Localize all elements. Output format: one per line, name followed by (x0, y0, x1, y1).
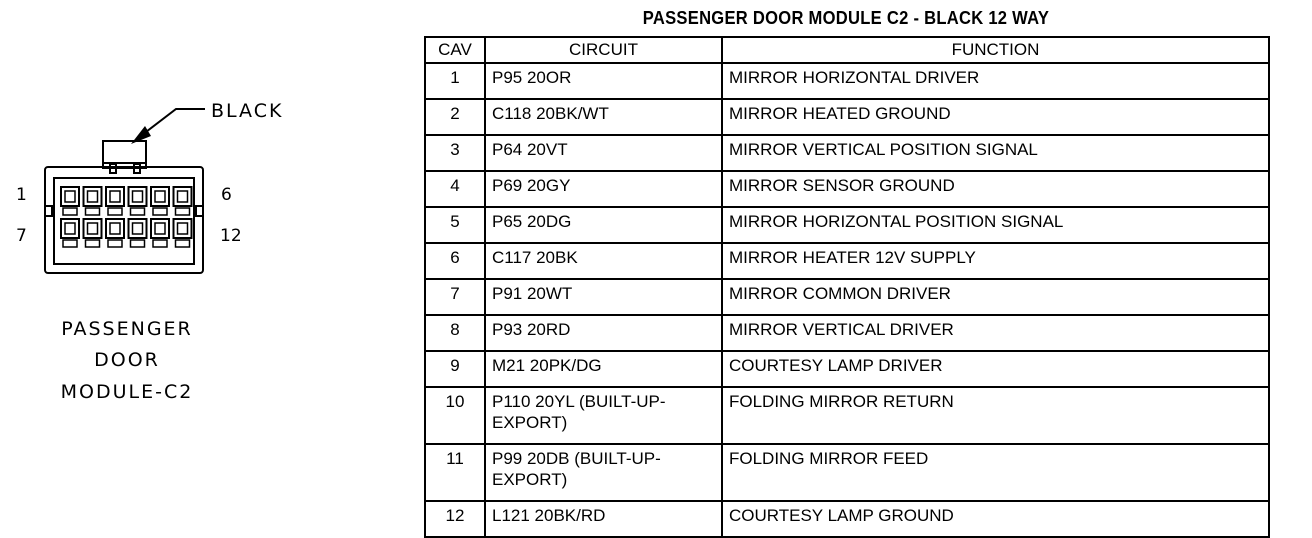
function-cell: MIRROR VERTICAL POSITION SIGNAL (722, 135, 1269, 171)
connector-terminal-5 (155, 191, 165, 202)
header-cav: CAV (425, 37, 485, 63)
caption-line-1: PASSENGER (61, 318, 193, 340)
connector-cavity-12 (174, 219, 192, 238)
connector-latch-2 (86, 208, 100, 215)
cav-cell: 10 (425, 387, 485, 444)
connector-cavity-6 (174, 187, 192, 206)
table-row (425, 207, 1269, 243)
connector-latch-3 (108, 208, 122, 215)
circuit-cell: C118 20BK/WT (485, 99, 722, 135)
connector-terminal-7 (65, 223, 75, 234)
table-body (425, 63, 1269, 537)
cav-cell: 3 (425, 135, 485, 171)
connector-terminal-9 (110, 223, 120, 234)
connector-terminal-1 (65, 191, 75, 202)
connector-cavity-8 (84, 219, 102, 238)
connector-terminal-8 (88, 223, 98, 234)
connector-color-label: BLACK (211, 100, 284, 122)
header-circuit: CIRCUIT (485, 37, 722, 63)
table-row (425, 171, 1269, 207)
connector-cavity-11 (151, 219, 169, 238)
header-function: FUNCTION (722, 37, 1269, 63)
circuit-cell: P64 20VT (485, 135, 722, 171)
table-row (425, 99, 1269, 135)
function-cell: FOLDING MIRROR RETURN (722, 387, 1269, 444)
circuit-cell: P99 20DB (BUILT-UP-EXPORT) (485, 444, 722, 501)
connector-terminal-11 (155, 223, 165, 234)
circuit-cell: P93 20RD (485, 315, 722, 351)
cav-cell: 11 (425, 444, 485, 501)
connector-cavity-9 (106, 219, 124, 238)
connector-cavity-10 (129, 219, 147, 238)
table-row (425, 315, 1269, 351)
connector-terminal-3 (110, 191, 120, 202)
cav-cell: 1 (425, 63, 485, 99)
connector-latch-8 (86, 240, 100, 247)
connector-terminal-2 (88, 191, 98, 202)
connector-latch-9 (108, 240, 122, 247)
function-cell: COURTESY LAMP GROUND (722, 501, 1269, 537)
connector-cavity-5 (151, 187, 169, 206)
table-row (425, 243, 1269, 279)
function-cell: MIRROR SENSOR GROUND (722, 171, 1269, 207)
cav-cell: 8 (425, 315, 485, 351)
circuit-cell: P110 20YL (BUILT-UP-EXPORT) (485, 387, 722, 444)
connector-cavity-1 (61, 187, 79, 206)
table-row (425, 444, 1269, 501)
cav-cell: 12 (425, 501, 485, 537)
connector-latch-11 (153, 240, 167, 247)
caption-line-2: DOOR (94, 349, 160, 371)
table-row (425, 63, 1269, 99)
connector-latch-4 (131, 208, 145, 215)
table-row (425, 135, 1269, 171)
function-cell: MIRROR HORIZONTAL POSITION SIGNAL (722, 207, 1269, 243)
cav-cell: 6 (425, 243, 485, 279)
cav-cell: 2 (425, 99, 485, 135)
table-title: PASSENGER DOOR MODULE C2 - BLACK 12 WAY (642, 8, 1050, 28)
connector-latch-7 (63, 240, 77, 247)
connector-diagram (0, 0, 330, 532)
table-row (425, 279, 1269, 315)
connector-latch-6 (176, 208, 190, 215)
connector-cavity-2 (84, 187, 102, 206)
table-header-row (425, 37, 1269, 63)
function-cell: COURTESY LAMP DRIVER (722, 351, 1269, 387)
connector-latch-10 (131, 240, 145, 247)
circuit-cell: P69 20GY (485, 171, 722, 207)
connector-cavity-3 (106, 187, 124, 206)
function-cell: MIRROR VERTICAL DRIVER (722, 315, 1269, 351)
circuit-cell: L121 20BK/RD (485, 501, 722, 537)
connector-terminal-6 (178, 191, 188, 202)
table-row (425, 351, 1269, 387)
function-cell: MIRROR HEATER 12V SUPPLY (722, 243, 1269, 279)
function-cell: MIRROR HEATED GROUND (722, 99, 1269, 135)
connector-latch-5 (153, 208, 167, 215)
pin-label-1: 1 (16, 185, 27, 205)
leader-arrow (142, 109, 205, 135)
function-cell: FOLDING MIRROR FEED (722, 444, 1269, 501)
cav-cell: 5 (425, 207, 485, 243)
circuit-cell: C117 20BK (485, 243, 722, 279)
caption-line-3: MODULE-C2 (60, 381, 194, 403)
function-cell: MIRROR COMMON DRIVER (722, 279, 1269, 315)
circuit-cell: P91 20WT (485, 279, 722, 315)
pin-label-7: 7 (16, 226, 27, 246)
pin-label-12: 12 (220, 226, 242, 246)
connector-terminal-10 (133, 223, 143, 234)
connector-latch-12 (176, 240, 190, 247)
connector-cavity-7 (61, 219, 79, 238)
circuit-cell: P65 20DG (485, 207, 722, 243)
cav-cell: 9 (425, 351, 485, 387)
function-cell: MIRROR HORIZONTAL DRIVER (722, 63, 1269, 99)
connector-cavity-4 (129, 187, 147, 206)
table-row (425, 387, 1269, 444)
cav-cell: 4 (425, 171, 485, 207)
connector-cavities (61, 187, 192, 247)
pin-label-6: 6 (221, 185, 232, 205)
connector-terminal-4 (133, 191, 143, 202)
connector-terminal-12 (178, 223, 188, 234)
circuit-cell: P95 20OR (485, 63, 722, 99)
cav-cell: 7 (425, 279, 485, 315)
pinout-table (424, 36, 1270, 538)
connector-latch-1 (63, 208, 77, 215)
circuit-cell: M21 20PK/DG (485, 351, 722, 387)
